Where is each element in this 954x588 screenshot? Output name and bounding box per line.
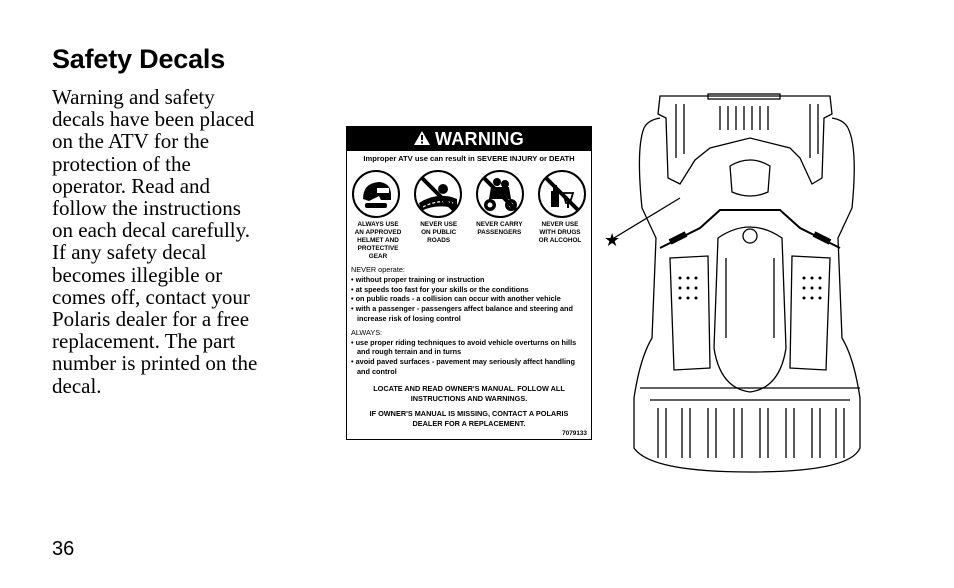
section-title: Safety Decals [52, 44, 226, 74]
always-item: • avoid paved surfaces - pavement may seriously affect handling and control [351, 357, 575, 376]
helmet-icon [351, 169, 401, 219]
decal-footer-manual: LOCATE AND READ OWNER'S MANUAL. FOLLOW ALL INSTRUCTIONS AND WARNINGS. [373, 383, 565, 403]
warning-triangle-icon [414, 129, 430, 150]
icon-label-passengers: NEVER CARRY PASSENGERS [476, 221, 523, 236]
icon-label-alcohol: NEVER USE WITH DRUGS OR ALCOHOL [538, 221, 582, 244]
icon-label-helmet: ALWAYS USE AN APPROVED HELMET AND PROTECTIVE GEAR [354, 221, 402, 260]
decal-subtitle: Improper ATV use can result in SEVERE INJURY or DEATH [363, 154, 575, 163]
never-list [347, 275, 591, 324]
decal-header-text: WARNING [434, 128, 525, 149]
section-body: Warning and safety decals have been placed on the ATV for the protection of the operator. Read and follow the instructions on each decal carefully. If any safety decal becomes illegible or comes off, contact your Polaris dealer for a free replacement. The part number is printed on the decal. [52, 85, 258, 398]
page-number: 36 [52, 538, 75, 560]
decal-footer-dealer: IF OWNER'S MANUAL IS MISSING, CONTACT A POLARIS DEALER FOR A REPLACEMENT. [369, 409, 569, 429]
always-list [347, 338, 591, 377]
decal-location-marker: ★ [604, 230, 621, 251]
icon-label-roads: NEVER USE ON PUBLIC ROADS [420, 221, 458, 244]
no-alcohol-icon [537, 169, 587, 219]
decal-icons [347, 163, 591, 219]
no-passenger-icon [475, 169, 525, 219]
never-item: • at speeds too fast for your skills or the conditions [351, 284, 529, 294]
no-road-icon [413, 169, 463, 219]
warning-decal [346, 126, 592, 440]
decal-part-number: 7079133 [562, 430, 587, 437]
never-item: • with a passenger - passengers affect balance and steering and increase risk of losing control [351, 304, 573, 323]
never-item: • without proper training or instruction [351, 274, 485, 284]
decal-icon-labels [347, 219, 591, 261]
atv-top-view-icon [600, 88, 870, 480]
never-item: • on public roads - a collision can occur with another vehicle [351, 294, 561, 304]
always-item: • use proper riding techniques to avoid vehicle overturns on hills and rough terrain and in turns [351, 337, 577, 357]
never-heading: NEVER operate: [351, 265, 405, 274]
decal-header [347, 127, 591, 151]
always-heading: ALWAYS: [351, 327, 383, 337]
